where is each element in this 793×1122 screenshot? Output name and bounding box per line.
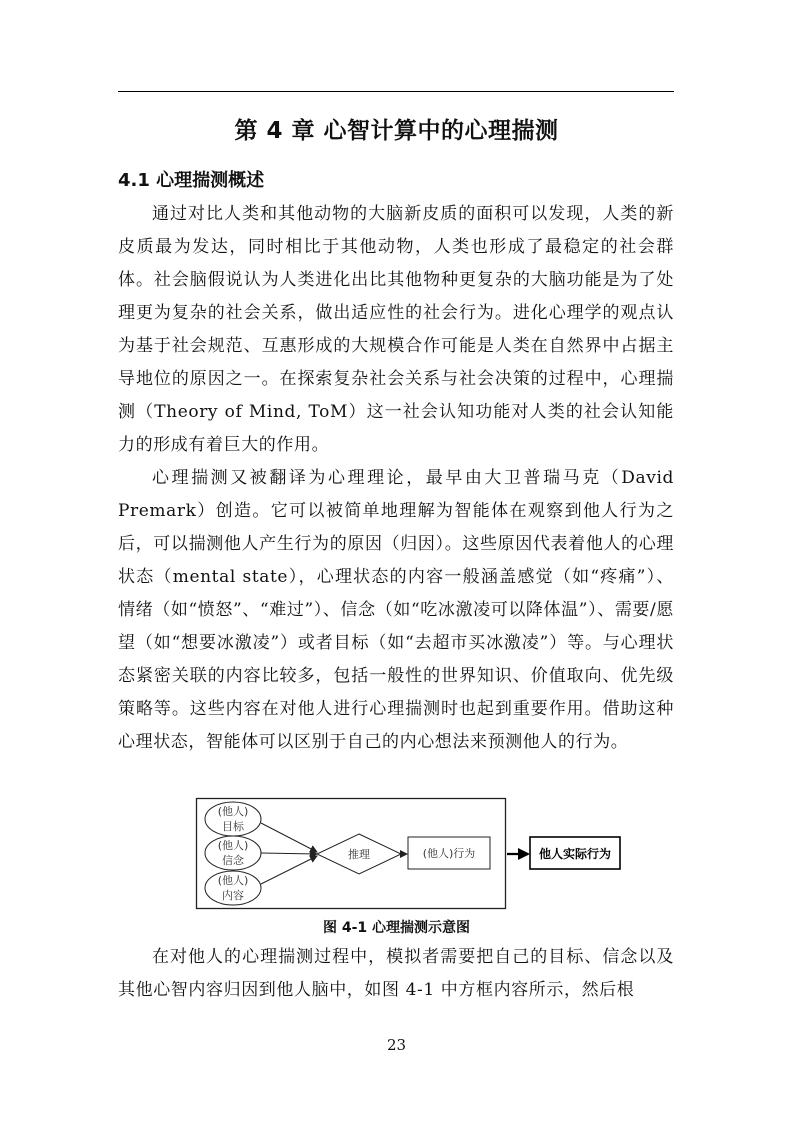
- figure-caption: 图 4-1 心理揣测示意图: [322, 920, 471, 936]
- node-behavior: [408, 837, 490, 869]
- node-content: [205, 871, 261, 905]
- node-belief-line2: 信念: [222, 854, 244, 867]
- node-inference-label: 推理: [348, 848, 370, 861]
- node-belief-line1: (他人): [217, 839, 249, 852]
- node-goal-line1: (他人): [217, 805, 249, 818]
- node-actual-behavior-label: 他人实际行为: [538, 847, 612, 861]
- figure-diagram: [195, 797, 625, 912]
- section-title: 4.1 心理揣测概述: [118, 170, 265, 191]
- arrow-content-to-inference: [261, 856, 317, 884]
- paragraph-2: 心理揣测又被翻译为心理理论，最早由大卫普瑞马克（David Premark）创造。它可以被简单地理解为智能体在观察到他人行为之后，可以揣测他人产生行为的原因（归因）。这些原因代表着他人的心理状态（mental state），心理状态的内容一般涵盖感觉（如“疼痛”）、情绪（如“愤怒”、“难过”）、信念（如“吃冰激凌可以降体温”）、需要/愿望（如“想要冰激凌”）或者目标（如“去超市买冰激凌”）等。与心理状态紧密关联的内容比较多，包括一般性的世界知识、价值取向、优先级策略等。这些内容在对他人进行心理揣测时也起到重要作用。借助这种心理状态，智能体可以区别于自己的内心想法来预测他人的行为。: [118, 468, 674, 752]
- arrow-belief-to-inference: [261, 853, 317, 854]
- paragraph-3: 在对他人的心理揣测过程中，模拟者需要把自己的目标、信念以及其他心智内容归因到他人脑中，如图 4-1 中方框内容所示，然后根: [118, 947, 674, 1000]
- node-goal: [205, 802, 261, 836]
- arrow-goal-to-inference: [261, 823, 317, 852]
- node-behavior-label: (他人)行为: [422, 847, 476, 860]
- node-belief: [205, 836, 261, 870]
- node-inference: [317, 834, 401, 874]
- node-content-line1: (他人): [217, 874, 249, 887]
- page-number: 23: [386, 1036, 407, 1054]
- node-goal-line2: 目标: [222, 820, 244, 833]
- node-actual-behavior: [530, 837, 620, 869]
- chapter-title: 第 4 章 心智计算中的心理揣测: [234, 118, 559, 144]
- paragraph-1: 通过对比人类和其他动物的大脑新皮质的面积可以发现，人类的新皮质最为发达，同时相比于其他动物，人类也形成了最稳定的社会群体。社会脑假说认为人类进化出比其他物种更复杂的大脑功能是为了处理更为复杂的社会关系，做出适应性的社会行为。进化心理学的观点认为基于社会规范、互惠形成的大规模合作可能是人类在自然界中占据主导地位的原因之一。在探索复杂社会关系与社会决策的过程中，心理揣测（Theory of Mind, ToM）这一社会认知功能对人类的社会认知能力的形成有着巨大的作用。: [118, 204, 674, 455]
- node-content-line2: 内容: [222, 889, 244, 902]
- header-rule: [118, 91, 674, 92]
